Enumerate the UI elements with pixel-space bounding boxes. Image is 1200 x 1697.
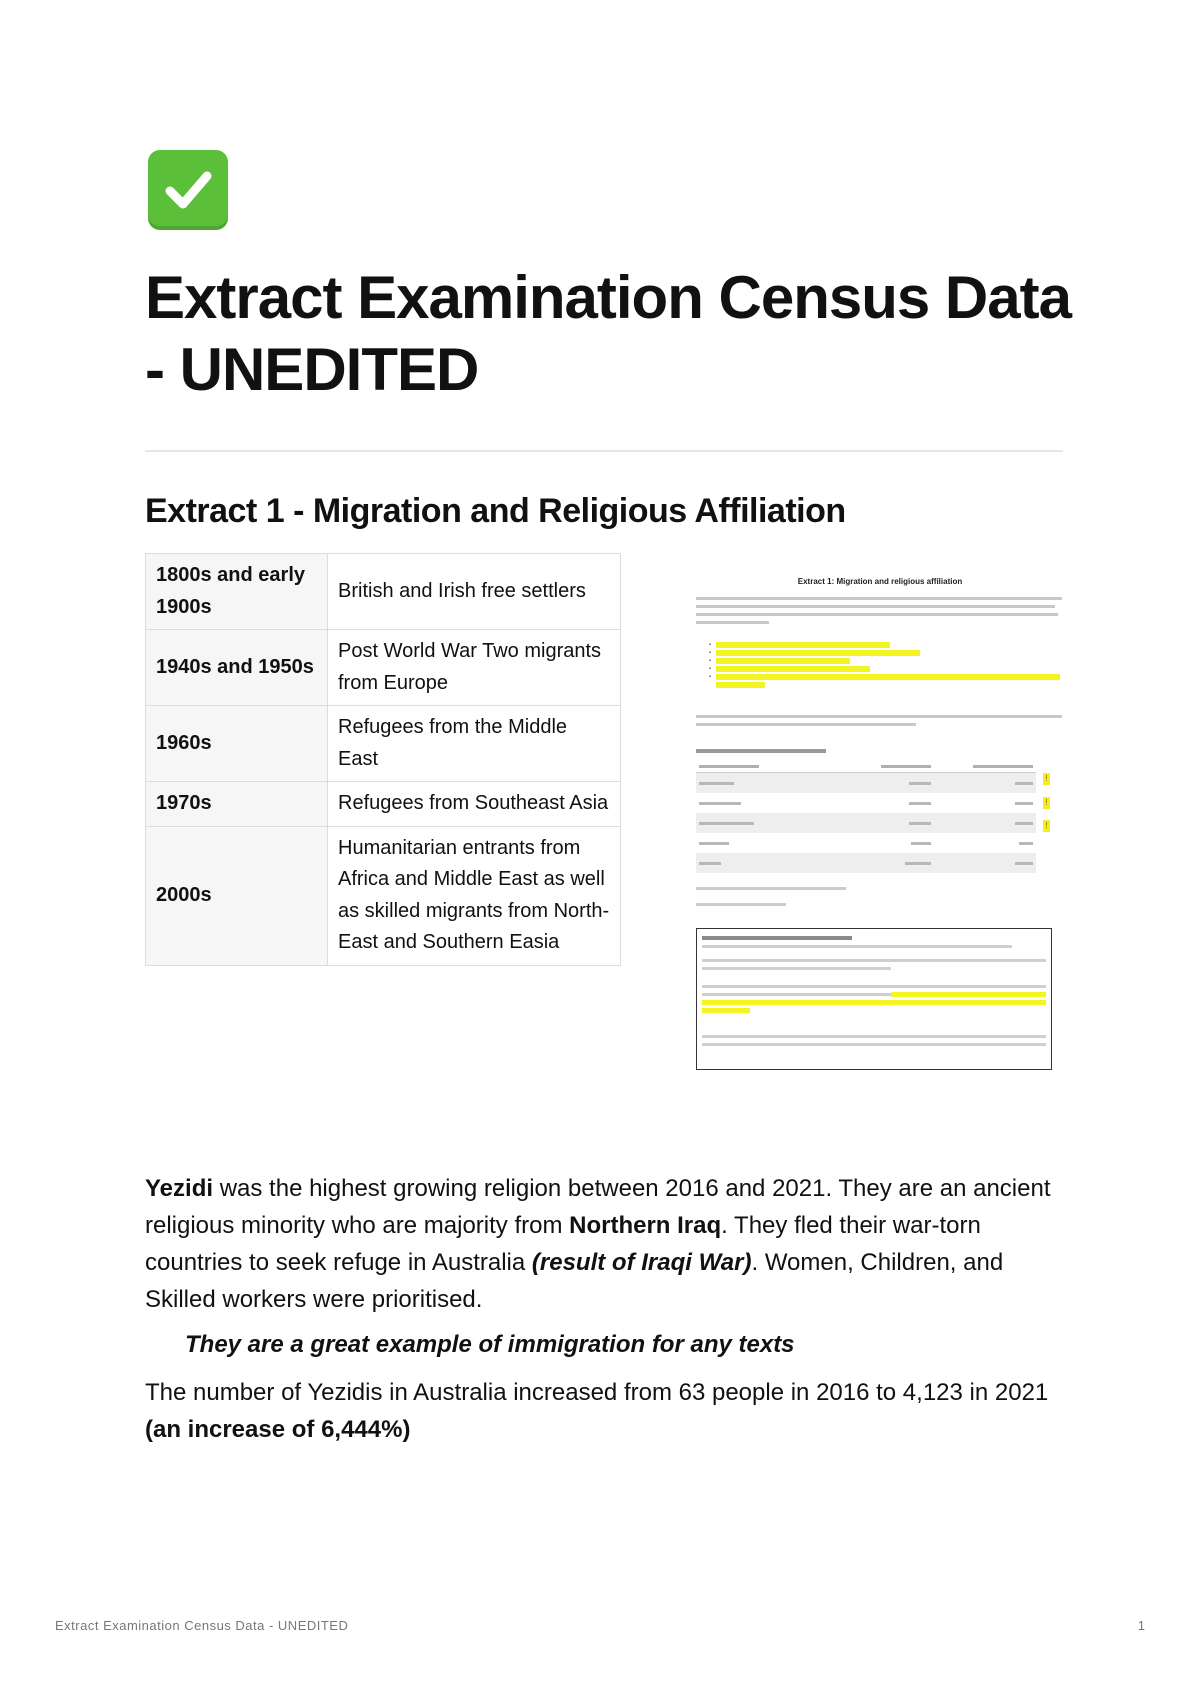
check-mark-icon: [148, 150, 228, 230]
exclamation-flag-icon: !: [1043, 797, 1050, 809]
table-row: [146, 826, 621, 965]
page-title: Extract Examination Census Data - UNEDITED: [145, 264, 1071, 403]
extract-image-title: Extract 1: Migration and religious affiliation: [797, 577, 963, 586]
table-row: [696, 833, 1036, 853]
extract-image-list: [704, 641, 1064, 688]
extract-image-table: [696, 761, 1036, 873]
exclamation-flag-icon: !: [1043, 820, 1050, 832]
table-row: [696, 813, 1036, 833]
check-mark-glyph: [160, 162, 216, 218]
paragraph-text: . Women, Children, and Skilled workers were prioritised.: [145, 1249, 1004, 1313]
quote: They are a great example of immigration for any texts: [185, 1331, 795, 1358]
description-cell: Post World War Two migrants from Europe: [328, 630, 621, 706]
section-title: Extract 1 - Migration and Religious Affiliation: [145, 492, 846, 530]
exclamation-flag-icon: !: [1043, 773, 1050, 785]
description-cell: Humanitarian entrants from Africa and Middle East as well as skilled migrants from North-East and Southern Easia: [328, 826, 621, 965]
list-item: [704, 681, 1064, 688]
period-cell: 1970s: [146, 782, 328, 827]
table-row: [696, 773, 1036, 794]
extract-image-intro: [696, 595, 1062, 624]
period-cell: 1800s and early 1900s: [146, 554, 328, 630]
box-paragraph: [702, 985, 1046, 1013]
box-paragraph: [702, 1035, 1046, 1046]
emphasis-text: (an increase of 6,444%): [145, 1416, 411, 1443]
list-item: •: [704, 665, 1064, 673]
extract-image: [690, 565, 1070, 1075]
extract-image-table-title: [696, 747, 826, 753]
list-item: •: [704, 673, 1064, 681]
paragraph-text: was the highest growing religion between 2016 and 2021. They are an ancient religious minority who are majority from: [145, 1175, 1051, 1239]
emphasis-text: (result of Iraqi War): [531, 1249, 752, 1276]
period-cell: 1940s and 1950s: [146, 630, 328, 706]
divider: [145, 450, 1063, 452]
list-item: •: [704, 649, 1064, 657]
paragraph-text: The number of Yezidis in Australia increased from 63 people in 2016 to 4,123 in 2021: [145, 1379, 1049, 1406]
table-row: [146, 782, 621, 827]
description-cell: Refugees from Southeast Asia: [328, 782, 621, 827]
paragraph-text: . They fled their war-torn countries to seek refuge in Australia: [145, 1212, 981, 1276]
extract-image-footnote: [696, 903, 786, 906]
list-item: •: [704, 641, 1064, 649]
extract-image-footnote: [696, 887, 846, 890]
table-row: [146, 554, 621, 630]
extract-image-paragraph: [696, 713, 1062, 726]
statistic-paragraph: [145, 1374, 1065, 1448]
table-row: [696, 853, 1036, 873]
page-footer: Extract Examination Census Data - UNEDITED: [55, 1618, 349, 1633]
description-cell: British and Irish free settlers: [328, 554, 621, 630]
box-paragraph: [702, 959, 1046, 970]
page-number: 1: [1137, 1618, 1145, 1633]
migration-timeline-table: [145, 553, 621, 966]
description-cell: Refugees from the Middle East: [328, 706, 621, 782]
table-row: [696, 793, 1036, 813]
period-cell: 1960s: [146, 706, 328, 782]
box-heading: [702, 934, 852, 940]
yezidi-paragraph: [145, 1170, 1065, 1318]
list-item: •: [704, 657, 1064, 665]
emphasis-text: Northern Iraq: [569, 1212, 722, 1239]
box-paragraph: [702, 945, 1046, 948]
emphasis-text: Yezidi: [145, 1175, 214, 1202]
table-row: [146, 706, 621, 782]
period-cell: 2000s: [146, 826, 328, 965]
table-row: [146, 630, 621, 706]
extract-image-yezidi-box: [696, 928, 1052, 1070]
